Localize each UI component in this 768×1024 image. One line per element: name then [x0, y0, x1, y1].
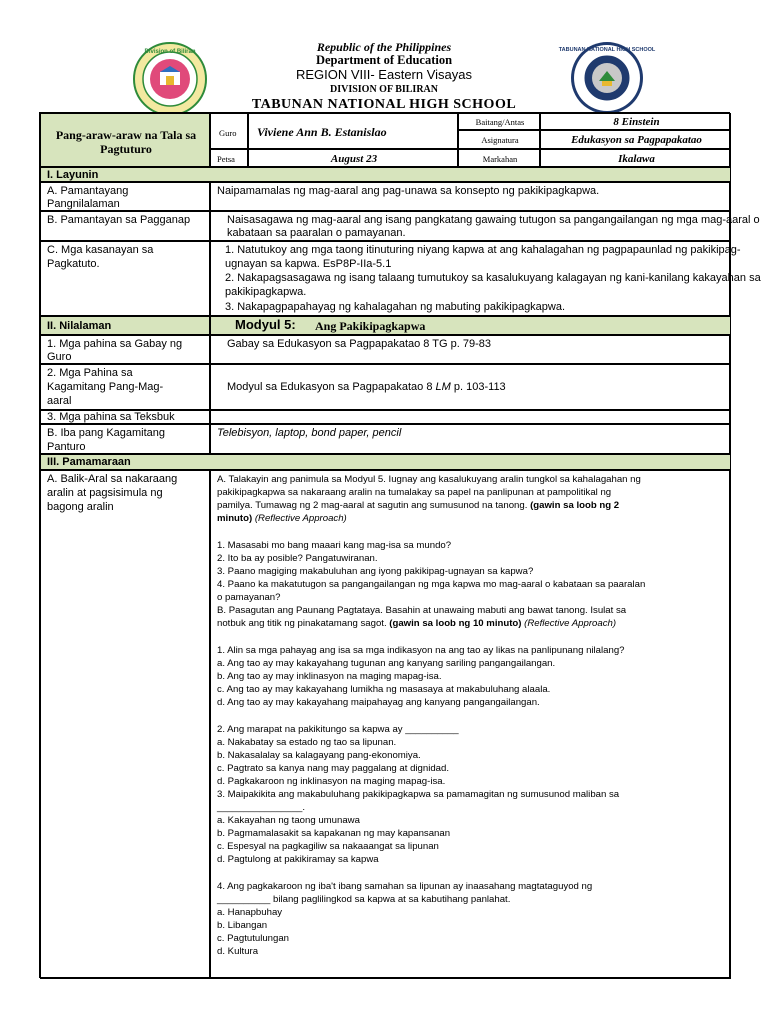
proc-p3b: (gawin sa loob ng 2: [530, 500, 620, 511]
row-b-content-cell: [210, 211, 760, 241]
petsa-label: Petsa: [217, 154, 235, 164]
test-q4-b: __________ bilang paglilingkod sa kapwa at sa kabutihang panlahat.: [217, 894, 511, 905]
asignatura-label-cell: [458, 130, 540, 149]
row-iba-label-2: Panturo: [47, 441, 86, 453]
section-pamamaraan-title: III. Pamamaraan: [47, 456, 131, 468]
lesson-log-table: [39, 112, 761, 978]
row-balik-label-1: A. Balik-Aral sa nakaraang: [47, 473, 178, 485]
guro-label: Guro: [219, 128, 237, 138]
row-iba-label-cell: [40, 424, 210, 454]
row-kag-content-cell: [210, 364, 731, 410]
baitang-value-cell: [540, 113, 731, 130]
section-nilalaman-title: II. Nilalaman: [47, 320, 112, 332]
row-b-label: B. Pamantayan sa Pagganap: [47, 214, 191, 226]
test-q3-b: b. Pagmamalasakit sa kapakanan ng may kapansanan: [217, 828, 451, 839]
row-iba-content-cell: [210, 424, 731, 454]
svg-text:Division of Biliran: Division of Biliran: [144, 49, 196, 55]
test-q1: 1. Alin sa mga pahayag ang isa sa mga indikasyon na ang tao ay likas na panlipunang nilalang?: [217, 645, 625, 656]
proc-p4a: minuto): [217, 513, 253, 524]
test-q2-d: d. Pagkakaroon ng inklinasyon na maging mapag-isa.: [217, 776, 446, 787]
row-kag-text-3: p. 103-113: [453, 381, 506, 393]
row-a-text: Naipamamalas ng mag-aaral ang pag-unawa sa konsepto ng pakikipagkapwa.: [217, 185, 600, 197]
proc-p3: [217, 499, 619, 512]
test-q4: 4. Ang pagkakaroon ng iba't ibang samahan sa lipunan ay inaasahang magtataguyod ng: [217, 881, 593, 892]
guro-label-cell: [210, 113, 248, 149]
row-iba-text: Telebisyon, laptop, bond paper, pencil: [217, 427, 402, 439]
baitang-label-cell: [458, 113, 540, 130]
row-teksbuk-label-cell: [40, 410, 210, 424]
petsa-value-cell: [248, 149, 458, 167]
modyul-title: Ang Pakikipagkapwa: [315, 319, 426, 333]
row-b-text-2: kabataan sa paaralan o pamayanan.: [227, 227, 406, 239]
proc-q4b: o pamayanan?: [217, 592, 281, 603]
test-q4-a1: a. Hanapbuhay: [217, 907, 283, 918]
row-b-label-cell: [40, 211, 210, 241]
row-c-content-cell: [210, 241, 761, 316]
proc-p1: A. Talakayin ang panimula sa Modyul 5. Iugnay ang kasalukuyang aralin tungkol sa kahalagahan ng: [217, 474, 641, 485]
proc-b2: [217, 617, 616, 630]
proc-b2c: (Reflective Approach): [524, 618, 617, 629]
title-cell: [40, 113, 210, 167]
modyul-cell: [210, 316, 731, 335]
proc-b2a: notbuk ang titik ng pinakatamang sagot.: [217, 618, 387, 629]
test-q2: 2. Ang marapat na pakikitungo sa kapwa ay __________: [217, 724, 459, 735]
petsa-value: August 23: [330, 153, 378, 165]
row-a-label-1: A. Pamantayang: [47, 185, 129, 197]
row-teksbuk-label: 3. Mga pahina sa Teksbuk: [47, 411, 175, 423]
proc-p4: [217, 512, 347, 525]
baitang-value: 8 Einstein: [613, 116, 660, 128]
modyul-label: Modyul 5:: [235, 317, 296, 332]
guro-value-cell: [248, 113, 458, 149]
row-c-text-1: 1. Natutukoy ang mga taong itinuturing niyang kapwa at ang kahalagahan ng pagpapaunlad ng pakikipag-: [225, 244, 741, 256]
row-c-text-3: 2. Nakapagsasagawa ng isang talaang tumutukoy sa kasalukuyang kalagayan ng kani-kanilang kakayahan sa: [225, 272, 761, 284]
proc-q1: 1. Masasabi mo bang maaari kang mag-isa sa mundo?: [217, 540, 452, 551]
row-kag-label-cell: [40, 364, 210, 410]
row-gabay-text: Gabay sa Edukasyon sa Pagpapakatao 8 TG p. 79-83: [227, 338, 491, 350]
section-nilalaman: [40, 316, 210, 335]
section-layunin-title: I. Layunin: [47, 169, 99, 181]
test-q2-c: c. Pagtrato sa kanya nang may paggalang at dignidad.: [217, 763, 450, 774]
test-q4-a4: d. Kultura: [217, 946, 259, 957]
svg-text:TABUNAN NATIONAL HIGH SCHOOL: TABUNAN NATIONAL HIGH SCHOOL: [558, 47, 656, 53]
test-q2-b: b. Nakasalalay sa kalagayang pang-ekonomiya.: [217, 750, 421, 761]
row-kag-text: [227, 380, 506, 394]
baitang-label: Baitang/Antas: [475, 117, 525, 127]
proc-p3a: pamilya. Tumawag ng 2 mag-aaral at sagutin ang sumusunod na tanong.: [217, 500, 528, 511]
row-kag-label-1: 2. Mga Pahina sa: [47, 367, 133, 379]
proc-b1: B. Pasagutan ang Paunang Pagtataya. Basahin at unawaing mabuti ang bawat tanong. Isulat sa: [217, 605, 627, 616]
school-name: TABUNAN NATIONAL HIGH SCHOOL: [251, 97, 517, 112]
row-teksbuk-content-cell: [210, 410, 731, 424]
test-q1-c: c. Ang tao ay may kakayahang lumikha ng masasaya at makabuluhang alaala.: [217, 684, 551, 695]
row-iba-label-1: B. Iba pang Kagamitang: [47, 427, 166, 439]
row-kag-text-1: Modyul sa Edukasyon sa Pagpapakatao 8: [227, 381, 433, 393]
markahan-value-cell: [540, 149, 731, 167]
republic-heading: Republic of the Philippines: [316, 40, 452, 54]
test-q4-a3: c. Pagtutulungan: [217, 933, 290, 944]
row-c-label-2: Pagkatuto.: [47, 258, 100, 270]
test-q3-a: a. Kakayahan ng taong umunawa: [217, 815, 360, 826]
row-b-text-1: Naisasagawa ng mag-aaral ang isang pangkatang gawaing tutugon sa pangangailangan ng mga mag-aaral o: [227, 214, 760, 226]
proc-b2b: (gawin sa loob ng 10 minuto): [389, 618, 522, 629]
section-layunin: [40, 167, 731, 182]
row-a-label-cell: [40, 182, 210, 211]
asignatura-label: Asignatura: [481, 135, 519, 145]
row-c-label-cell: [40, 241, 210, 316]
row-gabay-label-1: 1. Mga pahina sa Gabay ng: [47, 338, 183, 350]
test-q2-a: a. Nakabatay sa estado ng tao sa lipunan.: [217, 737, 397, 748]
row-c-text-2: ugnayan sa kapwa. EsP8P-IIa-5.1: [225, 258, 392, 270]
test-q3-blank: ________________.: [217, 802, 306, 813]
row-c-text-5: 3. Nakapagpapahayag ng kahalagahan ng mabuting pakikipagkapwa.: [225, 301, 566, 313]
markahan-value: Ikalawa: [618, 153, 655, 165]
row-c-text-4: pakikipagkapwa.: [225, 286, 307, 298]
proc-q2: 2. Ito ba ay posible? Pangatuwiranan.: [217, 553, 378, 564]
proc-p2: pakikipagkapwa sa nakaraang aralin na tumalakay sa papel na panlipunan at pampolitikal ng: [217, 487, 612, 498]
division-heading: DIVISION OF BILIRAN: [330, 84, 438, 95]
row-kag-label-3: aaral: [47, 395, 72, 407]
asignatura-value: Edukasyon sa Pagpapakatao: [571, 134, 702, 146]
row-kag-text-2: LM: [435, 381, 451, 393]
row-balik-label-3: bagong aralin: [47, 501, 114, 513]
markahan-label: Markahan: [482, 154, 518, 164]
guro-value: Viviene Ann B. Estanislao: [257, 125, 387, 139]
row-balik-content-cell: [210, 470, 731, 979]
test-q1-b: b. Ang tao ay may inklinasyon na maging mapag-isa.: [217, 671, 442, 682]
petsa-label-cell: [210, 149, 248, 167]
log-title: Pang-araw-araw na Tala sa Pagtuturo: [55, 128, 197, 156]
markahan-label-cell: [458, 149, 540, 167]
row-balik-label-2: aralin at pagsisimula ng: [47, 487, 163, 499]
row-gabay-content-cell: [210, 335, 731, 364]
proc-q4: 4. Paano ka makatutugon sa pangangailangan ng mga kapwa mo mag-aaral o kabataan sa paaralan: [217, 579, 646, 590]
row-kag-label-2: Kagamitang Pang-Mag-: [47, 381, 164, 393]
row-a-label-2: Pangnilalaman: [47, 198, 120, 210]
row-balik-label-cell: [40, 470, 210, 979]
proc-p4b: (Reflective Approach): [254, 513, 347, 524]
test-q4-a2: b. Libangan: [217, 920, 268, 931]
department-heading: Department of Education: [315, 53, 453, 67]
row-c-label-1: C. Mga kasanayan sa: [47, 244, 154, 256]
section-pamamaraan: [40, 454, 731, 470]
test-q1-a: a. Ang tao ay may kakayahang tugunan ang kanyang sariling pangangailangan.: [217, 658, 556, 669]
row-gabay-label-cell: [40, 335, 210, 364]
row-gabay-label-2: Guro: [47, 351, 72, 363]
asignatura-value-cell: [540, 130, 731, 149]
row-a-content-cell: [210, 182, 731, 211]
region-heading: REGION VIII- Eastern Visayas: [295, 67, 473, 82]
test-q1-d: d. Ang tao ay may kakayahang maipahayag ang kanyang pangangailangan.: [217, 697, 540, 708]
test-q3-c: c. Espesyal na pagkagiliw sa nakaaangat sa lipunan: [217, 841, 439, 852]
test-q3: 3. Maipakikita ang makabuluhang pakikipagkapwa sa pamamagitan ng sumusunod maliban sa: [217, 789, 620, 800]
test-q3-d: d. Pagtulong at pakikiramay sa kapwa: [217, 854, 379, 865]
proc-q3: 3. Paano magiging makabuluhan ang iyong pakikipag-ugnayan sa kapwa?: [217, 566, 534, 577]
